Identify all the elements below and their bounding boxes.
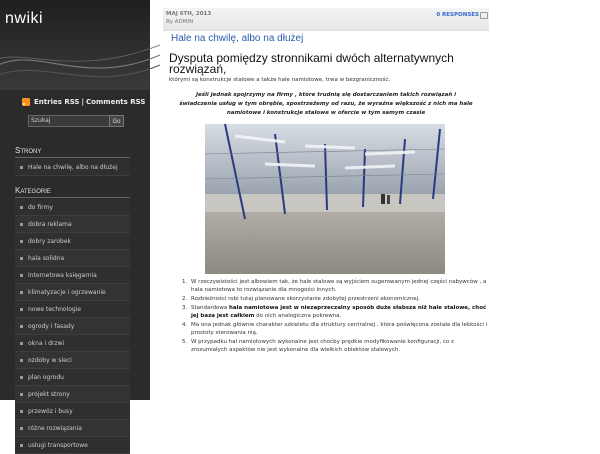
category-label: projekt strony bbox=[28, 390, 70, 398]
bullet-icon bbox=[20, 223, 23, 226]
category-item[interactable] bbox=[15, 216, 130, 233]
bullet-icon bbox=[20, 427, 23, 430]
feed-separator: | bbox=[81, 98, 85, 106]
post-meta-bar bbox=[163, 8, 489, 31]
category-item[interactable] bbox=[15, 233, 130, 250]
bullet-icon bbox=[20, 393, 23, 396]
post-content bbox=[163, 8, 489, 400]
category-label: plan ogrodu bbox=[28, 373, 64, 381]
category-item[interactable] bbox=[15, 420, 130, 437]
rss-icon bbox=[22, 98, 30, 106]
category-item[interactable] bbox=[15, 301, 130, 318]
categories-list bbox=[15, 199, 130, 454]
feed-links bbox=[22, 98, 145, 106]
search-input[interactable]: Szukaj bbox=[28, 115, 110, 127]
bullet-icon bbox=[20, 444, 23, 447]
bullet-icon bbox=[20, 308, 23, 311]
category-item[interactable] bbox=[15, 267, 130, 284]
pages-widget-divider bbox=[15, 157, 130, 158]
comment-icon[interactable] bbox=[480, 12, 488, 19]
page-item-label: Hale na chwilę, albo na dłużej bbox=[28, 163, 118, 171]
category-label: klimatyzacje i ogrzewanie bbox=[28, 288, 106, 296]
bullet-icon bbox=[20, 410, 23, 413]
category-item[interactable] bbox=[15, 403, 130, 420]
point-item: 5. W przypadku hal namiotowych wykonalne jest choćby prędkie modyfikowanie konfiguracji, co z zrozumiałych aspektów nie jest wykonalne dla wielkich obiektów stalowych. bbox=[189, 338, 489, 354]
category-label: różne rozwiązania bbox=[28, 424, 82, 432]
category-item[interactable] bbox=[15, 352, 130, 369]
comments-rss-link[interactable]: Comments RSS bbox=[86, 98, 146, 106]
bullet-icon bbox=[20, 342, 23, 345]
post-date: MAJ 6TH, 2013 bbox=[166, 11, 212, 17]
sidebar bbox=[0, 0, 150, 449]
site-header bbox=[0, 0, 150, 90]
category-label: ogrody i fasady bbox=[28, 322, 75, 330]
responses-link[interactable]: 0 RESPONSES bbox=[436, 12, 479, 18]
post-intro: Jeśli jednak spojrzymy na firmy , które trudnią się dostarczaniem takich rozwiązań i świadczenia usług w tym obrębie, spostrzeżemy od razu, że wyraźna większość z nich ma hale namiotowe i konstrukcje stalowe w ofercie w tym samym czasie bbox=[179, 92, 473, 116]
category-item[interactable] bbox=[15, 284, 130, 301]
category-item[interactable] bbox=[15, 318, 130, 335]
category-label: nowe technologie bbox=[28, 305, 82, 313]
point-item: 1. W rzeczywistości jest albowiem tak, że hale stalowe są wyjściem sugerowanym jednej części nabywców , a hala namiotowa to rozwiązanie dla mnogości innych. bbox=[189, 278, 489, 294]
bullet-icon bbox=[20, 359, 23, 362]
bullet-icon bbox=[20, 206, 23, 209]
post-lead: którymi są konstrukcje stalowe a także hale namiotowe, trwa w bezgraniczność. bbox=[169, 77, 391, 83]
category-item[interactable] bbox=[15, 250, 130, 267]
category-label: internetowa księgarnia bbox=[28, 271, 97, 279]
category-item[interactable] bbox=[15, 199, 130, 216]
category-label: usługi transportowe bbox=[28, 441, 88, 449]
category-item[interactable] bbox=[15, 369, 130, 386]
post-heading: Dysputa pomiędzy stronnikami dwóch alternatywnych rozwiązań, bbox=[169, 51, 454, 76]
post-title-link[interactable]: Hale na chwilę, albo na dłużej bbox=[171, 33, 304, 44]
category-label: przewóz i busy bbox=[28, 407, 73, 415]
bullet-icon bbox=[20, 376, 23, 379]
right-gutter bbox=[489, 0, 600, 400]
bullet-icon bbox=[20, 257, 23, 260]
categories-widget-title: Kategorie bbox=[15, 186, 51, 195]
point-item bbox=[189, 304, 489, 320]
category-item[interactable] bbox=[15, 386, 130, 403]
category-label: okna i drzwi bbox=[28, 339, 65, 347]
pages-list bbox=[15, 159, 130, 176]
point-text-pre: Standardowa bbox=[191, 305, 230, 311]
post-points-list bbox=[163, 278, 489, 354]
point-item: 2. Rozbieżności robi tutaj planowane skorzystanie zdobytej przestrzeni ekonomicznej. bbox=[189, 295, 489, 303]
pages-widget-title: Strony bbox=[15, 146, 42, 155]
page-item[interactable] bbox=[15, 159, 130, 176]
category-label: do firmy bbox=[28, 203, 53, 211]
hall-photo bbox=[205, 124, 445, 274]
category-item[interactable] bbox=[15, 335, 130, 352]
post-author: By ADMIN bbox=[166, 19, 194, 25]
bullet-icon bbox=[20, 325, 23, 328]
category-label: ozdoby w sieci bbox=[28, 356, 72, 364]
categories-widget-divider bbox=[15, 197, 130, 198]
point-text-bold: hala namiotowa jest w niezaprzeczalny sposób duże słabsza niż hale stalowe, choć jej baza jest całkiem bbox=[191, 305, 487, 319]
category-label: hala solidna bbox=[28, 254, 65, 262]
category-label: dobra reklama bbox=[28, 220, 72, 228]
site-title[interactable]: nwiki bbox=[5, 10, 44, 27]
category-label: dobry zarobek bbox=[28, 237, 72, 245]
bullet-icon bbox=[20, 291, 23, 294]
bullet-icon bbox=[20, 240, 23, 243]
search-go-button[interactable]: Go bbox=[109, 115, 124, 127]
category-item[interactable] bbox=[15, 437, 130, 454]
bullet-icon bbox=[20, 166, 23, 169]
point-text-post: do nich analogiczna pokrewna. bbox=[254, 313, 342, 319]
point-item: 4. Ma ona jednak głównie charakter szkieletu dla struktury centralnej , która poświęcona została dla lekkości i prostoty sterowania nią. bbox=[189, 321, 489, 337]
bullet-icon bbox=[20, 274, 23, 277]
entries-rss-link[interactable]: Entries RSS bbox=[34, 98, 80, 106]
